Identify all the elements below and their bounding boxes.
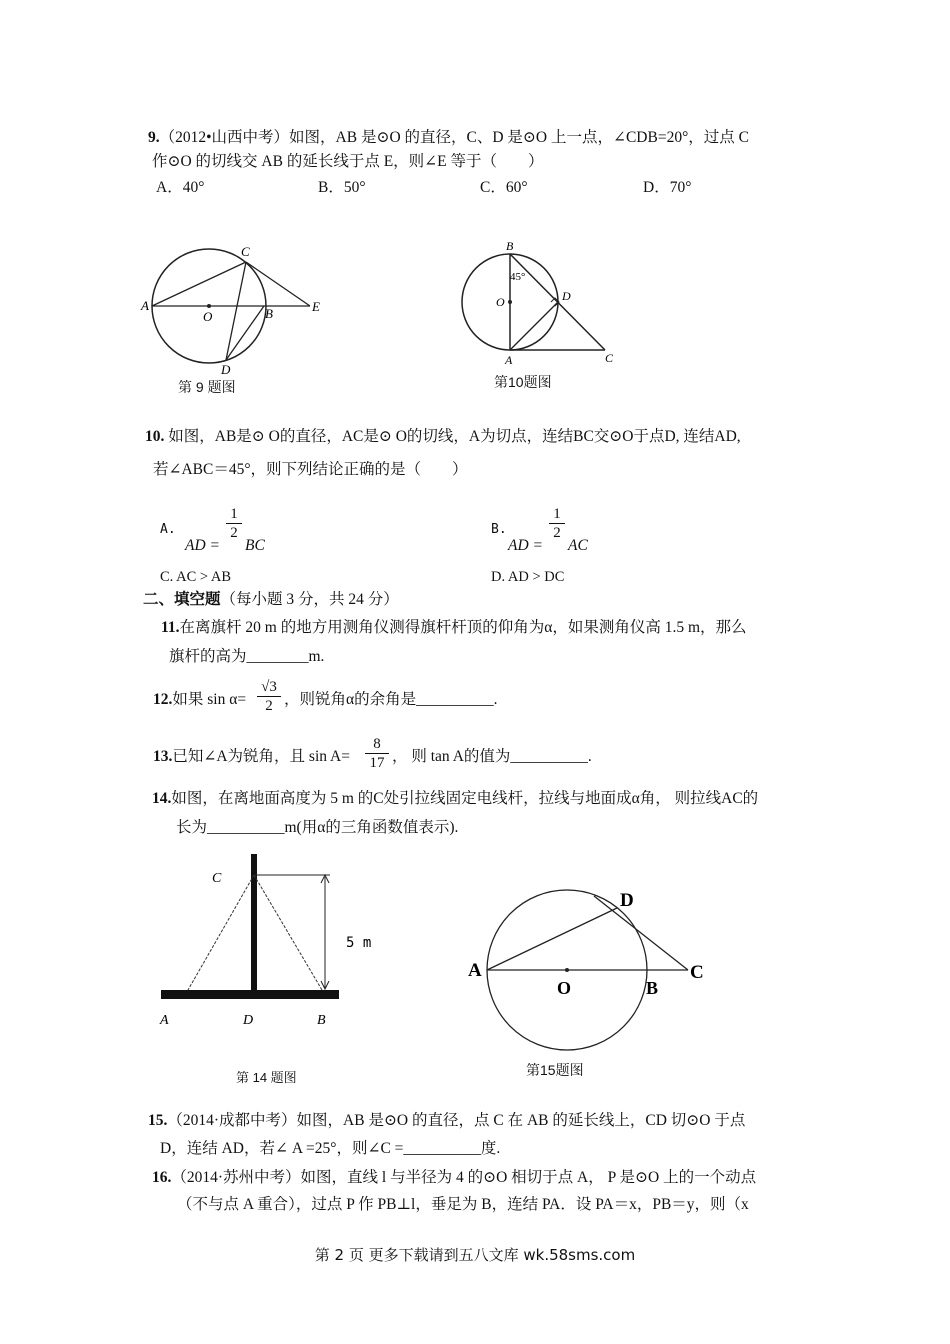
q15-line2: D，连结 AD，若∠ A =25°，则∠C =__________度. bbox=[160, 1140, 501, 1157]
q12-number: 12. bbox=[153, 691, 173, 708]
q12-den: 2 bbox=[265, 698, 273, 714]
q13-fraction bbox=[365, 735, 389, 772]
q10-figure bbox=[455, 236, 625, 372]
q12-post: ，则锐角α的余角是__________. bbox=[284, 691, 498, 708]
q13-line bbox=[153, 747, 350, 767]
q10-option-a-fraction bbox=[226, 505, 242, 542]
q15-center-dot bbox=[565, 968, 569, 972]
q15-figure bbox=[462, 880, 722, 1070]
q13-pre: 已知∠A为锐角，且 sin A= bbox=[172, 748, 350, 765]
q14-line1 bbox=[152, 789, 758, 809]
q15-line1 bbox=[148, 1111, 745, 1131]
q14-label-d: D bbox=[243, 1013, 254, 1028]
q9-label-d: D bbox=[221, 362, 231, 377]
q14-text-1: 如图，在离地面高度为 5 m 的C处引拉线固定电线杆，拉线与地面成α角， 则拉线AC的 bbox=[171, 790, 759, 807]
q10-option-a-num: 1 bbox=[226, 505, 242, 524]
q15-caption: 第15题图 bbox=[526, 1062, 584, 1078]
q13-post: ， 则 tan A的值为__________. bbox=[392, 748, 592, 765]
q9-option-a: A．40° bbox=[156, 179, 205, 196]
q14-label-c: C bbox=[212, 871, 222, 886]
q10-option-b-rhs: AC bbox=[568, 537, 588, 554]
q10-label-a: A bbox=[505, 353, 513, 367]
section2-heading bbox=[143, 590, 399, 610]
q14-label-a: A bbox=[160, 1013, 169, 1028]
q10-number: 10. bbox=[145, 428, 165, 445]
q10-center-dot bbox=[508, 300, 512, 304]
q10-option-b-fraction bbox=[549, 505, 565, 542]
q11-number: 11. bbox=[161, 619, 180, 636]
q12-num: √3 bbox=[257, 678, 281, 697]
q10-option-a-rhs: BC bbox=[245, 537, 265, 554]
q10-option-b-lhs: AD = bbox=[508, 537, 543, 554]
q15-number: 15. bbox=[148, 1112, 168, 1129]
section2-note: （每小题 3 分，共 24 分） bbox=[220, 591, 399, 608]
q13-den: 17 bbox=[369, 755, 385, 771]
q14-caption: 第 14 题图 bbox=[236, 1070, 297, 1085]
q10-line2: 若∠ABC＝45°，则下列结论正确的是（ ） bbox=[153, 461, 468, 478]
q11-text-1: 在离旗杆 20 m 的地方用测角仪测得旗杆杆顶的仰角为α，如果测角仪高 1.5 m，那么 bbox=[179, 619, 747, 636]
q10-option-a-lhs: AD = bbox=[185, 537, 220, 554]
q10-option-b-prefix: B. bbox=[491, 522, 507, 537]
q9-figure bbox=[138, 238, 338, 378]
q10-label-d: D bbox=[562, 289, 571, 303]
q12-line bbox=[153, 690, 246, 710]
q14-label-b: B bbox=[317, 1013, 326, 1028]
q15-label-a: A bbox=[468, 960, 482, 981]
q12-pre: 如果 sin α= bbox=[172, 691, 247, 708]
q15-label-d: D bbox=[620, 890, 634, 911]
q13-num: 8 bbox=[365, 735, 389, 754]
q14-wire-right bbox=[254, 875, 322, 990]
q9-label-o: O bbox=[203, 309, 213, 324]
q14-ground bbox=[161, 990, 339, 999]
q11-line2: 旗杆的高为________m. bbox=[169, 648, 325, 665]
q10-label-c: C bbox=[605, 351, 614, 365]
q9-number: 9. bbox=[148, 129, 160, 146]
q10-label-angle: 45° bbox=[510, 271, 526, 283]
q10-option-b-den: 2 bbox=[553, 525, 561, 541]
q9-line2: 作⊙O 的切线交 AB 的延长线于点 E，则∠E 等于（ ） bbox=[152, 153, 544, 170]
q14-number: 14. bbox=[152, 790, 172, 807]
q9-caption: 第 9 题图 bbox=[178, 379, 236, 395]
q16-line1 bbox=[152, 1168, 756, 1188]
q10-option-b-num: 1 bbox=[549, 505, 565, 524]
page-footer: 第 2 页 更多下载请到五八文库 wk.58sms.com bbox=[314, 1246, 636, 1264]
q10-label-b: B bbox=[506, 239, 514, 253]
q16-line2: （不与点 A 重合），过点 P 作 PB⊥l，垂足为 B，连结 PA．设 PA＝x，PB＝y，则（x bbox=[177, 1196, 749, 1213]
q9-option-d: D．70° bbox=[643, 179, 692, 196]
section2-title: 二、填空题 bbox=[143, 591, 221, 608]
q12-fraction bbox=[257, 678, 281, 715]
q14-label-h: 5 m bbox=[346, 935, 372, 951]
q15-line-dc bbox=[594, 896, 688, 970]
q16-text-1: （2014·苏州中考）如图，直线 l 与半径为 4 的⊙O 相切于点 A， P 是⊙O 上的一个动点 bbox=[171, 1169, 757, 1186]
q10-option-a-prefix: A. bbox=[160, 522, 176, 537]
q9-label-b: B bbox=[265, 306, 273, 321]
q14-line2: 长为__________m(用α的三角函数值表示). bbox=[176, 819, 459, 836]
q15-label-b: B bbox=[646, 978, 659, 998]
q9-center-dot bbox=[207, 304, 211, 308]
q10-label-o: O bbox=[496, 295, 505, 309]
q16-number: 16. bbox=[152, 1169, 172, 1186]
q9-label-a: A bbox=[141, 298, 149, 313]
q15-text-1: （2014·成都中考）如图，AB 是⊙O 的直径，点 C 在 AB 的延长线上，CD 切⊙O 于点 bbox=[167, 1112, 746, 1129]
q9-option-b: B．50° bbox=[318, 179, 366, 196]
q10-caption: 第10题图 bbox=[494, 374, 552, 390]
q14-wire-left bbox=[188, 875, 254, 990]
q9-line-ce bbox=[246, 262, 310, 306]
q9-label-e: E bbox=[312, 299, 320, 314]
q11-line1 bbox=[161, 618, 747, 638]
q10-option-c: C. AC > AB bbox=[160, 569, 232, 585]
q14-figure bbox=[150, 848, 390, 1038]
q9-line1 bbox=[148, 128, 749, 148]
q10-text-1: 如图，AB是⊙ O的直径，AC是⊙ O的切线，A为切点，连结BC交⊙O于点D, 连结AD, bbox=[164, 428, 741, 445]
q10-option-a-den: 2 bbox=[230, 525, 238, 541]
q9-label-c: C bbox=[241, 244, 250, 259]
q13-number: 13. bbox=[153, 748, 173, 765]
q10-line1 bbox=[145, 427, 741, 447]
q15-label-o: O bbox=[557, 978, 572, 998]
q15-label-c: C bbox=[690, 962, 704, 983]
q9-option-c: C．60° bbox=[480, 179, 528, 196]
q9-text-1: （2012•山西中考）如图，AB 是⊙O 的直径，C、D 是⊙O 上一点，∠CDB=20°，过点 C bbox=[159, 129, 749, 146]
q10-option-d: D. AD > DC bbox=[491, 569, 565, 585]
